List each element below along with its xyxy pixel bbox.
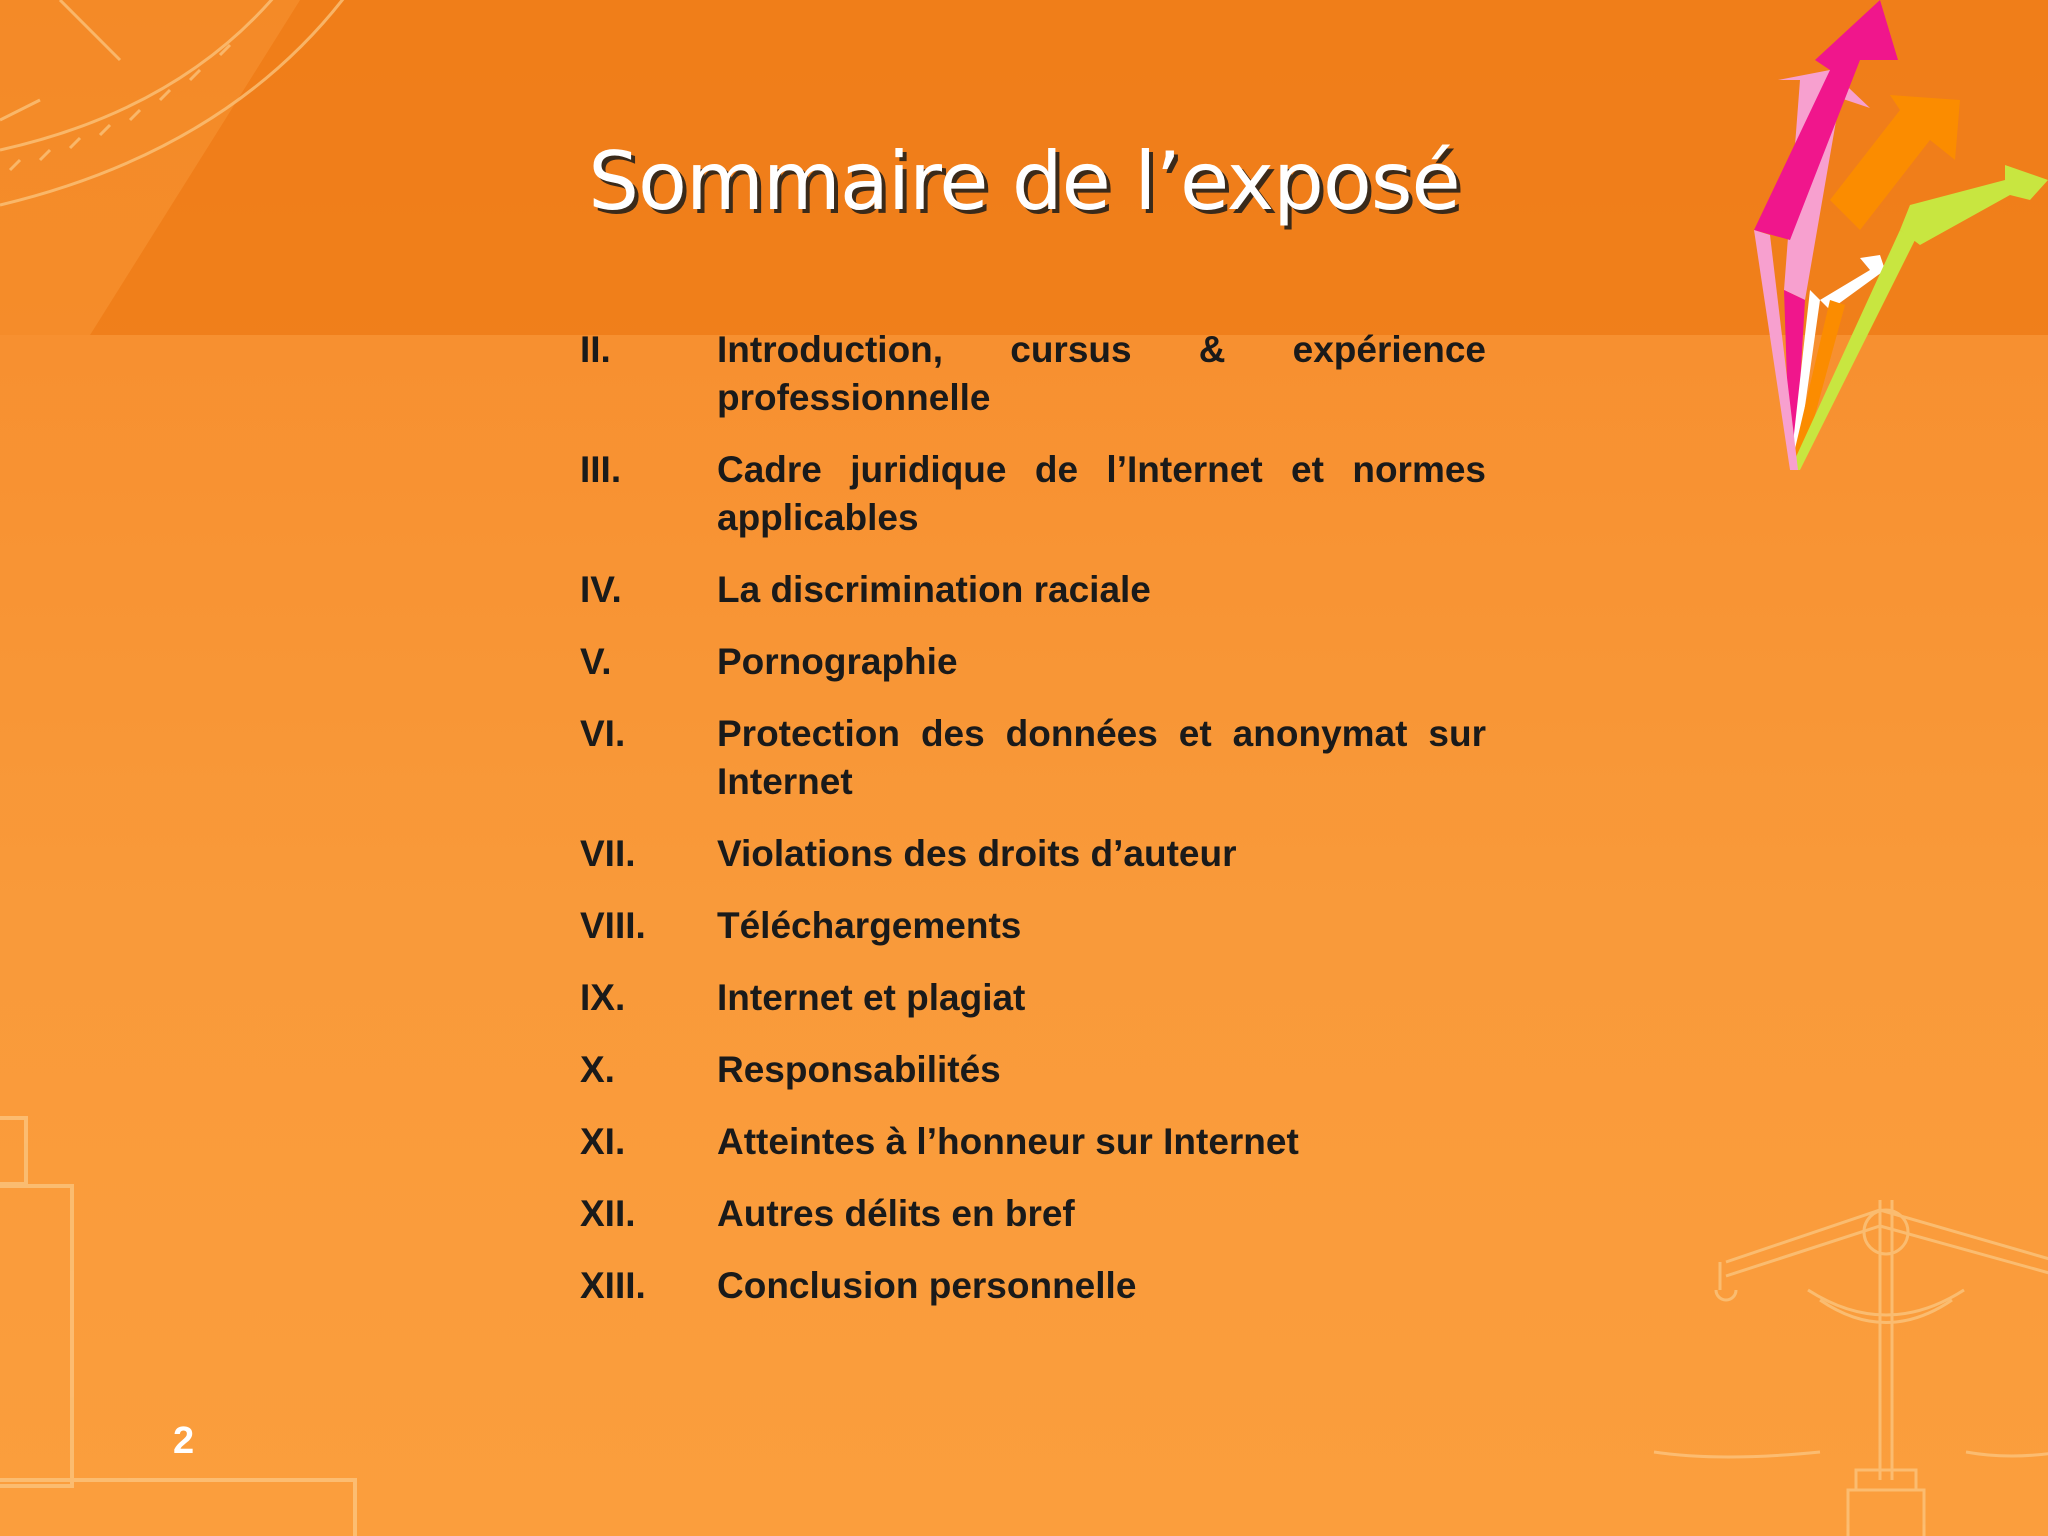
toc-item-text: Protection des données et anonymat sur Internet	[717, 713, 1486, 802]
toc-item-text: Atteintes à l’honneur sur Internet	[717, 1121, 1299, 1162]
toc-item-text: Autres délits en bref	[717, 1193, 1075, 1234]
toc-item	[580, 1046, 1486, 1094]
toc-item	[580, 638, 1486, 686]
toc-item	[580, 446, 1486, 542]
toc-item-number: IX.	[580, 977, 626, 1018]
table-of-contents	[580, 326, 1486, 1334]
toc-item	[580, 830, 1486, 878]
toc-item-text: Téléchargements	[717, 905, 1022, 946]
scale-decoration	[1654, 1200, 2048, 1536]
toc-item-number: VIII.	[580, 905, 646, 946]
toc-item	[580, 1262, 1486, 1310]
toc-item	[580, 974, 1486, 1022]
toc-item-number: XII.	[580, 1193, 636, 1234]
toc-item-number: VII.	[580, 833, 636, 874]
slide-title: Sommaire de l’exposé	[588, 135, 1460, 228]
toc-item-text: Introduction, cursus & expérience professionnelle	[717, 329, 1486, 418]
toc-item-text: Responsabilités	[717, 1049, 1001, 1090]
toc-item-text: Violations des droits d’auteur	[717, 833, 1237, 874]
page-number: 2	[173, 1420, 195, 1462]
toc-item-text: Pornographie	[717, 641, 958, 682]
toc-item-number: V.	[580, 641, 612, 682]
toc-item	[580, 1118, 1486, 1166]
toc-item-number: IV.	[580, 569, 622, 610]
toc-item	[580, 326, 1486, 422]
toc-item-text: Conclusion personnelle	[717, 1265, 1137, 1306]
toc-item-number: X.	[580, 1049, 615, 1090]
toc-item	[580, 902, 1486, 950]
toc-item-text: La discrimination raciale	[717, 569, 1151, 610]
toc-item-number: III.	[580, 449, 622, 490]
toc-item-number: VI.	[580, 713, 626, 754]
toc-item-number: II.	[580, 329, 611, 370]
toc-item-text: Cadre juridique de l’Internet et normes applicables	[717, 449, 1486, 538]
toc-item-number: XI.	[580, 1121, 626, 1162]
boxes-decoration	[0, 1118, 355, 1536]
toc-item	[580, 1190, 1486, 1238]
toc-item-number: XIII.	[580, 1265, 646, 1306]
toc-item	[580, 566, 1486, 614]
toc-item	[580, 710, 1486, 806]
toc-item-text: Internet et plagiat	[717, 977, 1026, 1018]
